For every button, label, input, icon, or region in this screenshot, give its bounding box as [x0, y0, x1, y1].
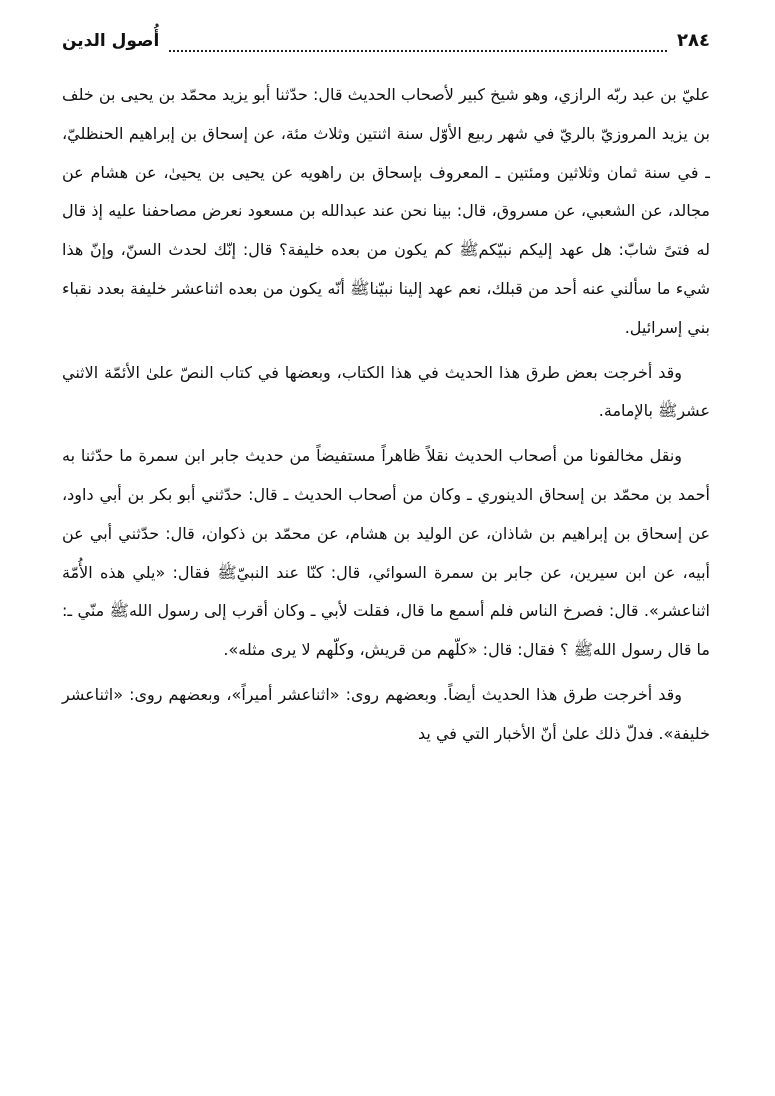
paragraph: وقد أخرجت بعض طرق هذا الحديث في هذا الكتاب، وبعضها في كتاب النصّ علىٰ الأئمّة الاثني عشرﷺ بالإمامة.	[62, 362, 710, 421]
body-text	[62, 76, 710, 754]
page-header	[62, 30, 710, 70]
book-page	[62, 30, 710, 760]
paragraph: ونقل مخالفونا من أصحاب الحديث نقلاً ظاهراً مستفيضاً من حديث جابر ابن سمرة ما حدّثنا به أحمد بن محمّد بن إسحاق الدينوري ـ وكان من أصحاب الحديث ـ قال: حدّثني أبو بكر بن أبي داود، عن إسحاق بن إبراهيم بن شاذان، عن الوليد بن هشام، عن محمّد بن ذكوان، قال: حدّثني أبي عن أبيه، عن ابن سيرين، عن جابر بن سمرة السوائي، قال: كنّا عند النبيّﷺ فقال: «يلي هذه الأُمّة اثناعشر». قال: فصرخ الناس فلم أسمع ما قال، فقلت لأبي ـ وكان أقرب إلى رسول اللهﷺ منّي ـ: ما قال رسول اللهﷺ ؟ فقال: قال: «كلّهم من قريش، وكلّهم لا يرى مثله».	[62, 446, 710, 660]
page-number: ٢٨٤	[677, 30, 710, 51]
paragraph: وقد أخرجت طرق هذا الحديث أيضاً. وبعضهم روى: «اثناعشر أميراً»، وبعضهم روى: «اثناعشر خليفة». فدلّ ذلك علىٰ أنّ الأخبار التي في يد	[62, 684, 710, 743]
running-title: أُصول الدين	[62, 31, 160, 51]
header-dot-leader	[169, 49, 667, 52]
paragraph: عليّ بن عبد ربّه الرازي، وهو شيخ كبير لأصحاب الحديث قال: حدّثنا أبو يزيد محمّد بن يحيى بن خلف بن يزيد المروزيّ بالريّ في شهر ربيع الأوّل سنة اثنتين وثلاث مئة، عن إسحاق بن إبراهيم الحنظليّ، ـ في سنة ثمان وثلاثين ومئتين ـ المعروف بإسحاق بن راهويه عن يحيى بن يحيىٰ، عن هشام عن مجالد، عن الشعبي، عن مسروق، قال: بينا نحن عند عبدالله بن مسعود نعرض مصاحفنا عليه إذ قال له فتىً شابّ: هل عهد إليكم نبيّكمﷺ كم يكون من بعده خليفة؟ قال: إنّك لحدث السنّ، وإنّ هذا شيء ما سألني عنه أحد من قبلك، نعم عهد إلينا نبيّناﷺ أنّه يكون من بعده اثناعشر خليفة بعدد نقباء بني إسرائيل.	[62, 85, 710, 337]
